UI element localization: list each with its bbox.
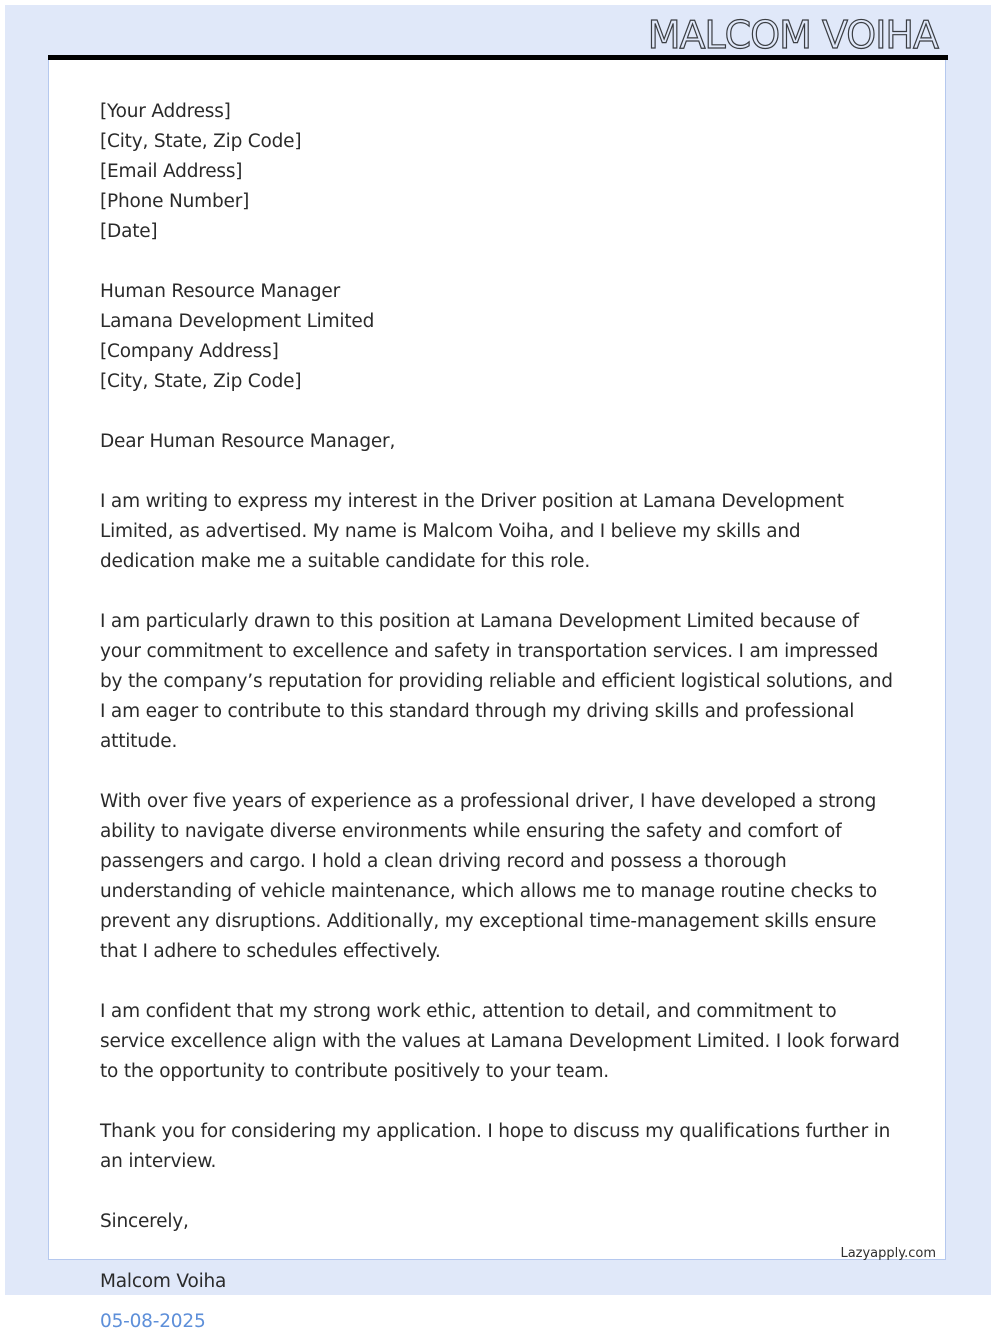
paragraph-experience: With over five years of experience as a professional driver, I have developed a strong ability to navigate diverse environments while ensuring the safety and comfort of passengers and cargo. I hold a clean driving record and possess a thorough understanding of vehicle maintenance, which allows me to manage routine checks to prevent any disruptions. Additionally, my exceptional time-management skills ensure that I adhere to schedules effectively. (100, 791, 878, 962)
recipient-address: [Company Address] (100, 341, 279, 362)
signature-date: 05-08-2025 (100, 1311, 206, 1332)
spacer (100, 577, 900, 607)
sender-phone: [Phone Number] (100, 191, 250, 212)
footer-brand: Lazyapply.com (840, 1246, 936, 1261)
spacer (100, 1087, 900, 1117)
sender-address: [Your Address] (100, 101, 231, 122)
salutation: Dear Human Resource Manager, (100, 431, 396, 452)
recipient-title: Human Resource Manager (100, 281, 341, 302)
recipient-city-state-zip: [City, State, Zip Code] (100, 371, 302, 392)
sender-block (100, 97, 900, 247)
cover-letter-body (100, 97, 900, 1337)
paragraph-thanks: Thank you for considering my application. I hope to discuss my qualifications further in an interview. (100, 1121, 891, 1172)
recipient-block (100, 277, 900, 397)
spacer (100, 757, 900, 787)
sender-email: [Email Address] (100, 161, 243, 182)
spacer (100, 397, 900, 427)
spacer (100, 967, 900, 997)
spacer (100, 457, 900, 487)
paragraph-motivation: I am particularly drawn to this position at Lamana Development Limited because of your commitment to excellence and safety in transportation services. I am impressed by the company’s reputation for providing reliable and efficient logistical solutions, and I am eager to contribute to this standard through my driving skills and professional attitude. (100, 611, 893, 752)
applicant-name-header: MALCOM VOIHA (647, 13, 938, 57)
signature-name: Malcom Voiha (100, 1271, 227, 1292)
sender-city-state-zip: [City, State, Zip Code] (100, 131, 302, 152)
closing: Sincerely, (100, 1211, 189, 1232)
spacer (100, 1177, 900, 1207)
spacer (100, 1237, 900, 1267)
recipient-company: Lamana Development Limited (100, 311, 375, 332)
paragraph-fit: I am confident that my strong work ethic, attention to detail, and commitment to service excellence align with the values at Lamana Development Limited. I look forward to the opportunity to contribute positively to your team. (100, 1001, 900, 1082)
paragraph-intro: I am writing to express my interest in the Driver position at Lamana Development Limited, as advertised. My name is Malcom Voiha, and I believe my skills and dedication make me a suitable candidate for this role. (100, 491, 844, 572)
spacer (100, 247, 900, 277)
sender-date: [Date] (100, 221, 158, 242)
